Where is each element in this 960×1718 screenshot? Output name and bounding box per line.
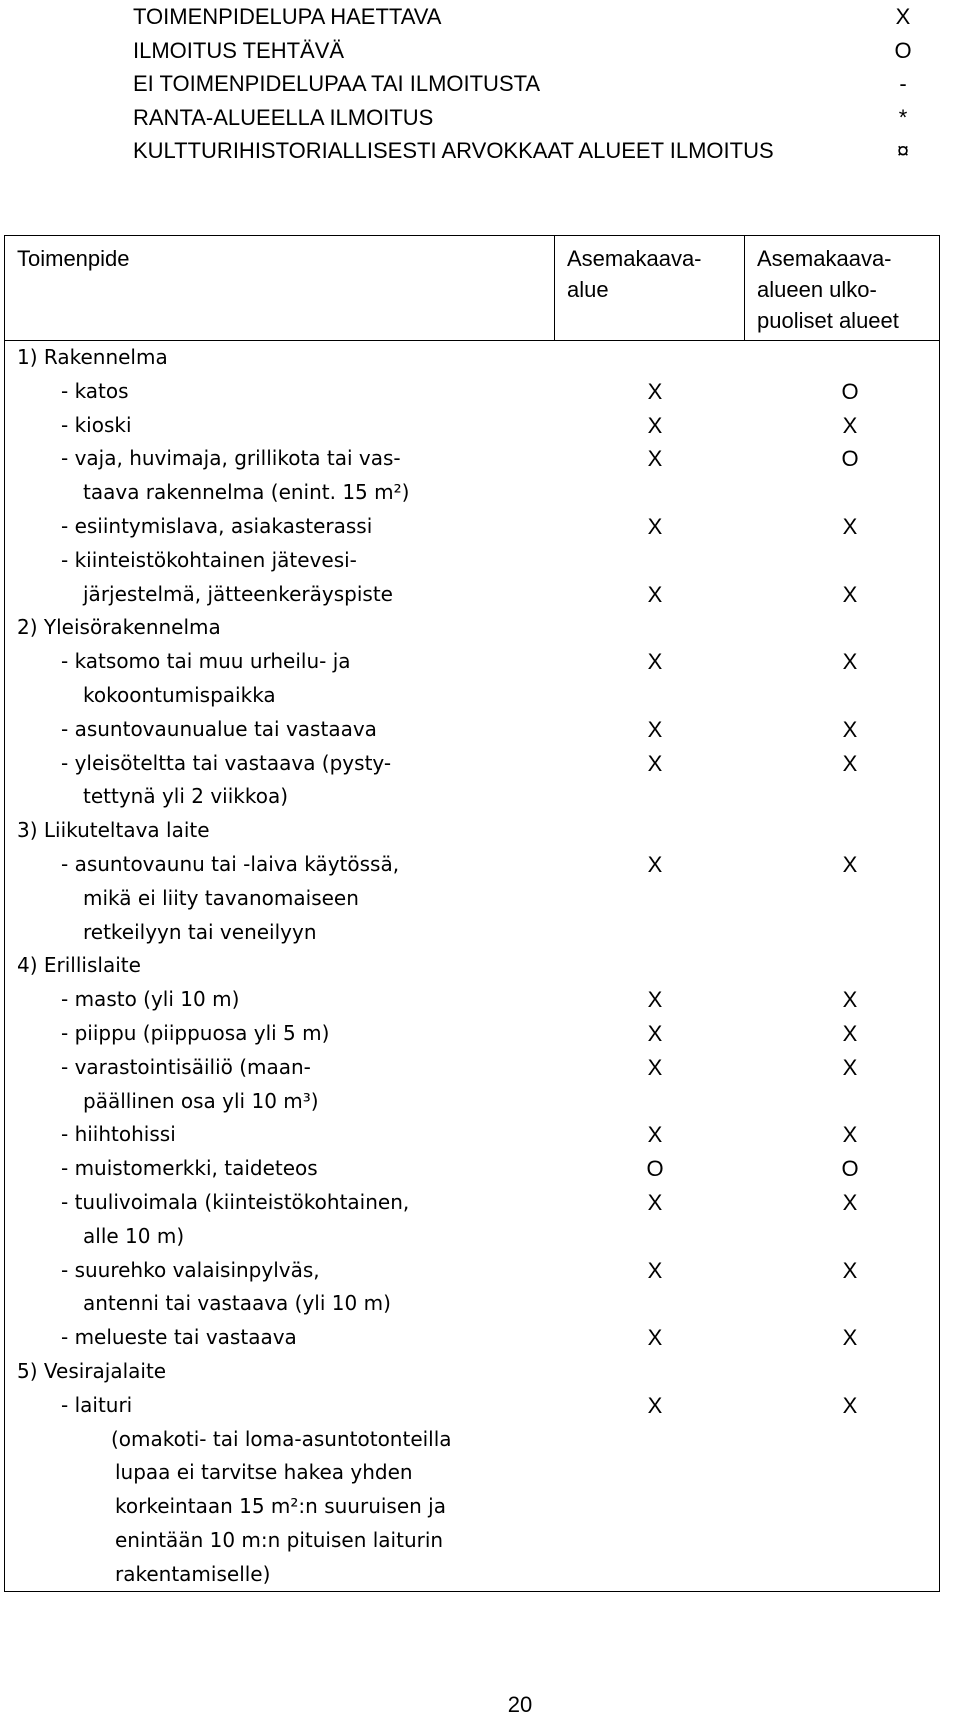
legend-symbol: ¤ [896, 138, 910, 163]
mark-asemakaava-alue: X [647, 1325, 663, 1351]
row-label-line: - kiinteistökohtainen jätevesi- [61, 547, 357, 572]
table-row [5, 713, 939, 747]
mark-asemakaava-alue: X [647, 1054, 663, 1080]
row-label-line: - laituri [61, 1392, 133, 1417]
legend-symbol: * [898, 104, 908, 130]
table-row [5, 375, 939, 409]
row-label-line: - esiintymislava, asiakasterassi [61, 513, 373, 538]
row-label [5, 1254, 525, 1322]
note-row [5, 1423, 939, 1592]
row-label [5, 510, 525, 544]
mark-asemakaava-alue: X [647, 513, 663, 539]
section-row [5, 341, 939, 375]
mark-ulkopuoliset-alueet: X [842, 1054, 858, 1080]
table-body [5, 341, 939, 1591]
row-label [5, 949, 525, 983]
row-label-line: rakentamiselle) [115, 1561, 271, 1586]
mark-asemakaava-alue: X [647, 412, 663, 438]
table-row [5, 1389, 939, 1423]
row-label [5, 442, 525, 510]
mark-asemakaava-alue: X [647, 1392, 663, 1418]
section-row [5, 814, 939, 848]
row-label-line: lupaa ei tarvitse hakea yhden [115, 1460, 413, 1485]
row-label [5, 645, 525, 713]
page-number: 20 [507, 1692, 533, 1717]
row-label [5, 1186, 525, 1254]
legend-row [133, 101, 913, 135]
legend-label: RANTA-ALUEELLA ILMOITUS [133, 104, 434, 130]
row-label-line: 1) Rakennelma [17, 345, 168, 369]
mark-asemakaava-alue: O [646, 1156, 664, 1182]
mark-ulkopuoliset-alueet: X [842, 987, 858, 1013]
mark-ulkopuoliset-alueet: X [842, 750, 858, 776]
section-row [5, 611, 939, 645]
mark-ulkopuoliset-alueet: O [841, 378, 859, 404]
row-label-line: - varastointisäiliö (maan- [61, 1054, 311, 1079]
row-label-line: - asuntovaunu tai -laiva käytössä, [61, 851, 400, 876]
row-label-line: - yleisöteltta tai vastaava (pysty- [61, 750, 392, 775]
mark-ulkopuoliset-alueet: O [841, 446, 859, 472]
mark-asemakaava-alue: X [647, 1257, 663, 1283]
table-row [5, 1321, 939, 1355]
legend-label: ILMOITUS TEHTÄVÄ [133, 37, 345, 63]
table-row [5, 1051, 939, 1119]
row-label [5, 1118, 525, 1152]
row-label [5, 611, 525, 645]
row-label [5, 848, 525, 949]
row-label-line: korkeintaan 15 m²:n suuruisen ja [115, 1494, 446, 1519]
row-label-line: - kioski [61, 412, 132, 437]
legend-row [133, 134, 913, 168]
row-label-line: taava rakennelma (enint. 15 m²) [83, 480, 410, 505]
row-label-line: 4) Erillislaite [17, 953, 141, 978]
table-row [5, 1186, 939, 1254]
row-label-line: - vaja, huvimaja, grillikota tai vas- [61, 446, 401, 471]
row-label-line: retkeilyyn tai veneilyyn [83, 919, 317, 944]
mark-ulkopuoliset-alueet: X [842, 1392, 858, 1418]
row-label [5, 1423, 525, 1592]
row-label-line: - tuulivoimala (kiinteistökohtainen, [61, 1189, 410, 1214]
mark-asemakaava-alue: X [647, 581, 663, 607]
legend-symbol: O [894, 37, 912, 63]
row-label [5, 1355, 525, 1389]
row-label-line: alle 10 m) [83, 1223, 185, 1248]
table-row [5, 442, 939, 510]
row-label-line: - asuntovaunualue tai vastaava [61, 716, 377, 741]
row-label [5, 1152, 525, 1186]
row-label [5, 747, 525, 815]
table-row [5, 409, 939, 443]
row-label [5, 409, 525, 443]
row-label-line: kokoontumispaikka [83, 682, 276, 707]
table-row [5, 1017, 939, 1051]
legend-label: EI TOIMENPIDELUPAA TAI ILMOITUSTA [133, 71, 541, 96]
row-label-line: - katos [61, 378, 129, 403]
table-row [5, 510, 939, 544]
table-row [5, 645, 939, 713]
mark-ulkopuoliset-alueet: X [842, 1257, 858, 1283]
legend-label: TOIMENPIDELUPA HAETTAVA [133, 4, 442, 29]
mark-asemakaava-alue: X [647, 750, 663, 776]
table-row [5, 747, 939, 815]
row-label-line: - suurehko valaisinpylväs, [61, 1257, 320, 1282]
row-label [5, 713, 525, 747]
legend-label: KULTTURIHISTORIALLISESTI ARVOKKAAT ALUEET ILMOITUS [133, 138, 774, 163]
row-label [5, 341, 525, 375]
mark-asemakaava-alue: X [647, 378, 663, 404]
row-label-line: mikä ei liity tavanomaiseen [83, 885, 359, 910]
mark-ulkopuoliset-alueet: X [842, 649, 858, 675]
row-label-line: - masto (yli 10 m) [61, 987, 240, 1012]
mark-ulkopuoliset-alueet: X [842, 1122, 858, 1148]
row-label-line: - katsomo tai muu urheilu- ja [61, 649, 351, 674]
mark-asemakaava-alue: X [647, 649, 663, 675]
row-label-line: 5) Vesirajalaite [17, 1358, 167, 1383]
mark-ulkopuoliset-alueet: X [842, 1189, 858, 1215]
row-label-line: - hiihtohissi [61, 1122, 176, 1147]
header-asemakaava-alue: Asemakaava- alue [555, 236, 745, 340]
table-header [5, 236, 939, 341]
row-label [5, 1051, 525, 1119]
legend-row [133, 0, 913, 34]
row-label-line: - melueste tai vastaava [61, 1325, 297, 1350]
row-label [5, 983, 525, 1017]
mark-ulkopuoliset-alueet: O [841, 1156, 859, 1182]
table-row [5, 1254, 939, 1322]
mark-asemakaava-alue: X [647, 1020, 663, 1046]
row-label [5, 375, 525, 409]
row-label-line: (omakoti- tai loma-asuntotonteilla [111, 1426, 452, 1451]
row-label-line: - muistomerkki, taideteos [61, 1156, 318, 1181]
row-label [5, 1017, 525, 1051]
row-label-line: - piippu (piippuosa yli 5 m) [61, 1020, 330, 1045]
legend-row [133, 67, 913, 101]
mark-asemakaava-alue: X [647, 1122, 663, 1148]
header-ulkopuoliset-alueet: Asemakaava- alueen ulko- puoliset alueet [757, 246, 899, 333]
table-row [5, 1118, 939, 1152]
mark-ulkopuoliset-alueet: X [842, 851, 858, 877]
row-label [5, 1321, 525, 1355]
mark-asemakaava-alue: X [647, 446, 663, 472]
mark-ulkopuoliset-alueet: X [842, 1020, 858, 1046]
row-label-line: enintään 10 m:n pituisen laiturin [115, 1527, 444, 1552]
row-label [5, 544, 525, 612]
row-label-line: tettynä yli 2 viikkoa) [83, 784, 289, 809]
legend-row [133, 34, 913, 68]
row-label [5, 814, 525, 848]
table-row [5, 1152, 939, 1186]
mark-asemakaava-alue: X [647, 851, 663, 877]
mark-ulkopuoliset-alueet: X [842, 716, 858, 742]
mark-ulkopuoliset-alueet: X [842, 581, 858, 607]
mark-ulkopuoliset-alueet: X [842, 513, 858, 539]
mark-ulkopuoliset-alueet: X [842, 1325, 858, 1351]
row-label-line: 3) Liikuteltava laite [17, 818, 210, 843]
legend-symbol: X [895, 4, 911, 29]
legend [133, 0, 913, 168]
table-row [5, 983, 939, 1017]
row-label-line: päällinen osa yli 10 m³) [83, 1088, 319, 1113]
row-label-line: 2) Yleisörakennelma [17, 615, 221, 640]
row-label [5, 1389, 525, 1423]
legend-symbol: - [899, 71, 907, 96]
row-label-line: järjestelmä, jätteenkeräyspiste [83, 581, 393, 606]
mark-ulkopuoliset-alueet: X [842, 412, 858, 438]
row-label-line: antenni tai vastaava (yli 10 m) [83, 1291, 391, 1316]
section-row [5, 949, 939, 983]
permit-table [4, 235, 940, 1592]
header-toimenpide: Toimenpide [5, 236, 555, 340]
mark-asemakaava-alue: X [647, 987, 663, 1013]
mark-asemakaava-alue: X [647, 1189, 663, 1215]
section-row [5, 1355, 939, 1389]
table-row [5, 848, 939, 949]
mark-asemakaava-alue: X [647, 716, 663, 742]
table-row [5, 544, 939, 612]
